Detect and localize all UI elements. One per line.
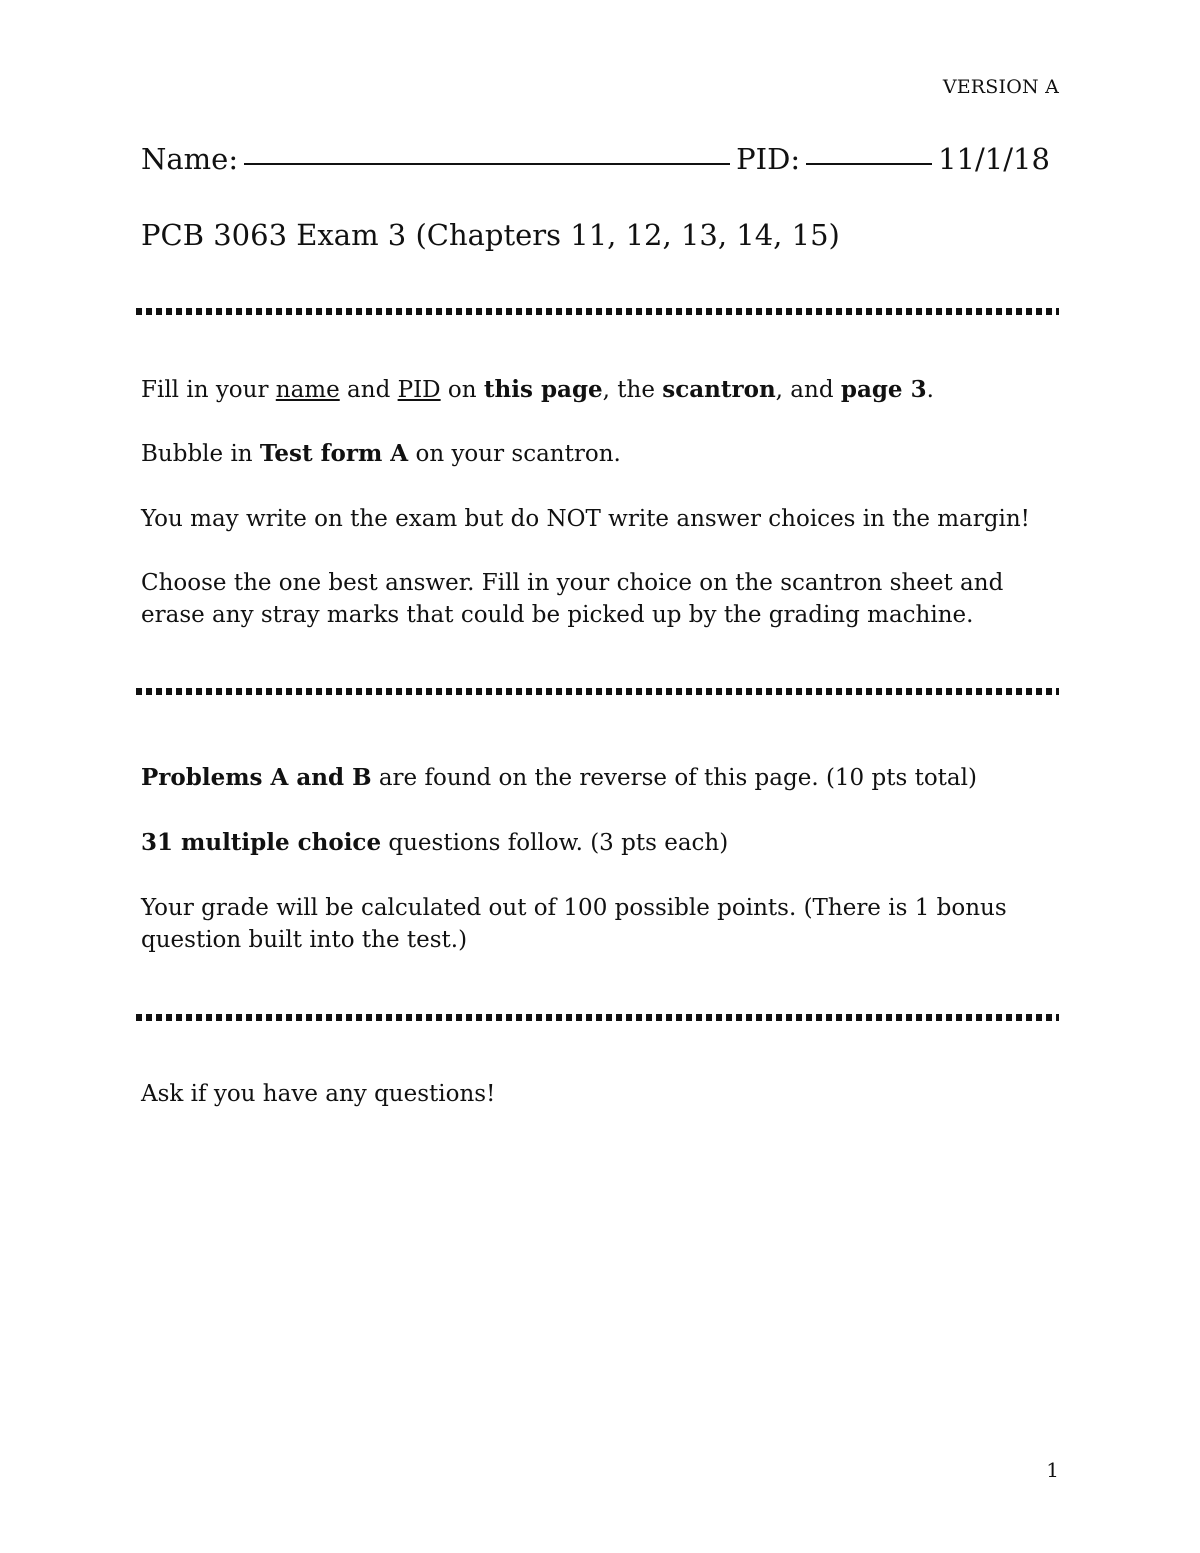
fill-this-page-bold: this page bbox=[483, 376, 603, 403]
grade-info bbox=[141, 892, 1041, 956]
version-label: VERSION A bbox=[942, 76, 1059, 98]
problems-info bbox=[141, 762, 1041, 794]
grade-line-2: question built into the test.) bbox=[141, 927, 468, 953]
pid-blank bbox=[806, 162, 932, 165]
dotted-divider-2 bbox=[136, 688, 1059, 695]
name-blank bbox=[244, 162, 730, 165]
choose-line-2: erase any stray marks that could be picked up by the grading machine. bbox=[141, 602, 974, 628]
fill-text-5: , and bbox=[775, 377, 841, 403]
fill-pid-underlined: PID bbox=[397, 377, 441, 403]
mc-bold: 31 multiple choice bbox=[141, 829, 382, 856]
exam-date: 11/1/18 bbox=[938, 142, 1050, 176]
fill-text-2: and bbox=[339, 377, 398, 403]
choose-instruction bbox=[141, 567, 1041, 631]
dotted-divider-3 bbox=[136, 1014, 1059, 1021]
problems-bold: Problems A and B bbox=[141, 764, 372, 791]
grade-line-1: Your grade will be calculated out of 100 possible points. (There is 1 bonus bbox=[141, 895, 1007, 921]
exam-title: PCB 3063 Exam 3 (Chapters 11, 12, 13, 14, 15) bbox=[141, 218, 840, 252]
dotted-divider-1 bbox=[136, 308, 1059, 315]
multiple-choice-info bbox=[141, 827, 1041, 859]
fill-scantron-bold: scantron bbox=[662, 376, 776, 403]
fill-text-6: . bbox=[926, 377, 934, 403]
pid-label: PID: bbox=[736, 142, 801, 176]
bubble-test-form-bold: Test form A bbox=[259, 440, 409, 467]
bubble-instruction bbox=[141, 438, 1041, 470]
student-info-line bbox=[141, 142, 1059, 176]
choose-line-1: Choose the one best answer. Fill in your choice on the scantron sheet and bbox=[141, 570, 1004, 596]
name-label: Name: bbox=[141, 142, 239, 176]
closing-note: Ask if you have any questions! bbox=[141, 1081, 496, 1107]
fill-text-4: , the bbox=[602, 377, 663, 403]
fill-text-1: Fill in your bbox=[141, 377, 276, 403]
bubble-text-1: Bubble in bbox=[141, 441, 260, 467]
write-instruction: You may write on the exam but do NOT write answer choices in the margin! bbox=[141, 506, 1030, 532]
problems-text: are found on the reverse of this page. (10 pts total) bbox=[371, 765, 977, 791]
fill-page3-bold: page 3 bbox=[840, 376, 927, 403]
bubble-text-2: on your scantron. bbox=[408, 441, 621, 467]
fill-text-3: on bbox=[440, 377, 484, 403]
page-number: 1 bbox=[1046, 1458, 1059, 1482]
fill-name-underlined: name bbox=[275, 377, 340, 403]
mc-text: questions follow. (3 pts each) bbox=[381, 830, 729, 856]
fill-instruction bbox=[141, 374, 1041, 406]
